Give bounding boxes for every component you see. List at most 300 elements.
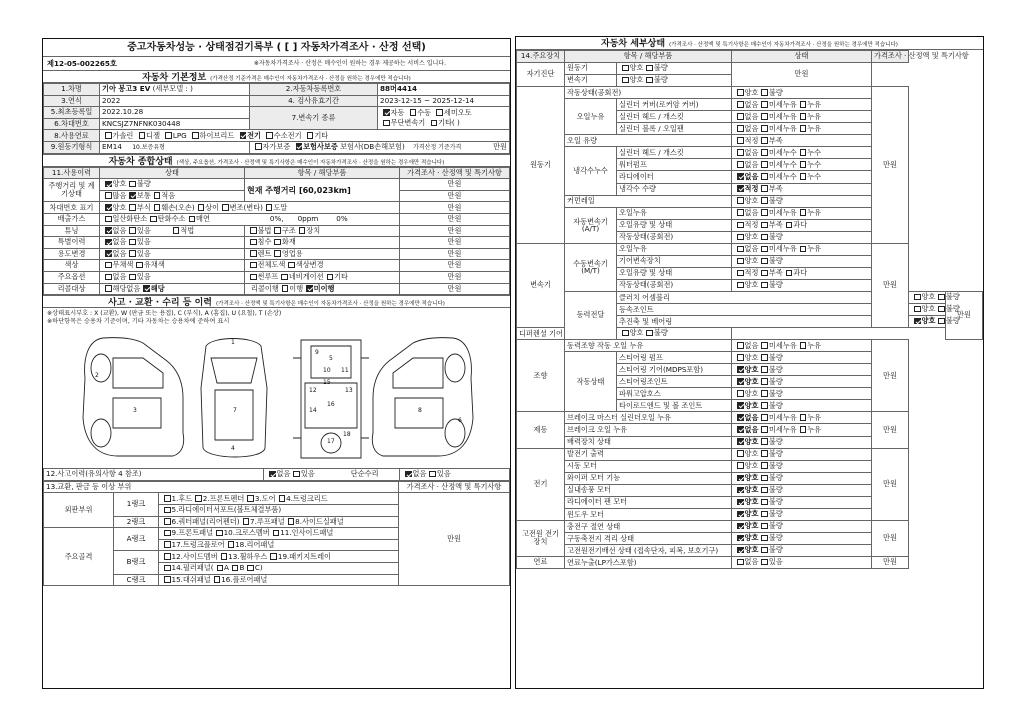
checkbox[interactable] bbox=[761, 137, 768, 144]
checkbox[interactable] bbox=[737, 258, 744, 265]
state-options bbox=[732, 496, 872, 508]
mileage-value: 현재 주행거리 [60,023km] bbox=[245, 179, 400, 202]
state-options bbox=[732, 424, 872, 436]
checkbox-checked[interactable] bbox=[737, 414, 744, 421]
detail-row bbox=[517, 207, 983, 219]
checkbox[interactable] bbox=[737, 354, 744, 361]
checkbox[interactable] bbox=[761, 499, 768, 506]
checkbox-checked[interactable] bbox=[737, 185, 744, 192]
simple-repair-label: 단순수리 bbox=[350, 469, 379, 479]
detail-row bbox=[517, 328, 983, 340]
checkbox[interactable] bbox=[250, 239, 257, 246]
option-label: 양호 bbox=[744, 400, 759, 410]
checkbox-checked[interactable] bbox=[737, 523, 744, 530]
option-label: 불량 bbox=[653, 328, 668, 338]
checkbox[interactable] bbox=[737, 101, 744, 108]
option-label: 가솔린 bbox=[112, 130, 134, 140]
rankC-label: C랭크 bbox=[114, 574, 159, 586]
price-unit: 만원 bbox=[400, 248, 510, 260]
checkbox-checked[interactable] bbox=[737, 426, 744, 433]
option-label: 불량 bbox=[768, 388, 783, 398]
state-options bbox=[732, 388, 872, 400]
checkbox[interactable] bbox=[250, 227, 257, 234]
checkbox[interactable] bbox=[247, 495, 254, 502]
checkbox[interactable] bbox=[737, 390, 744, 397]
checkbox[interactable] bbox=[737, 222, 744, 229]
state-options bbox=[732, 87, 872, 99]
checkbox[interactable] bbox=[761, 366, 768, 373]
checkbox-checked[interactable] bbox=[737, 511, 744, 518]
checkbox[interactable] bbox=[938, 306, 945, 313]
checkbox[interactable] bbox=[173, 227, 180, 234]
checkbox[interactable] bbox=[914, 306, 921, 313]
checkbox[interactable] bbox=[282, 285, 289, 292]
checkbox[interactable] bbox=[255, 143, 262, 150]
checkbox[interactable] bbox=[761, 402, 768, 409]
checkbox[interactable] bbox=[737, 149, 744, 156]
checkbox-checked[interactable] bbox=[914, 318, 921, 325]
checkbox[interactable] bbox=[247, 565, 254, 572]
checkbox-checked[interactable] bbox=[737, 402, 744, 409]
checkbox[interactable] bbox=[800, 113, 807, 120]
engine-warranty-cell bbox=[100, 141, 250, 153]
checkbox[interactable] bbox=[232, 565, 239, 572]
status-legend bbox=[43, 308, 510, 328]
checkbox[interactable] bbox=[938, 318, 945, 325]
subgroup-label: 실내송풍 모터 bbox=[565, 484, 732, 496]
checkbox[interactable] bbox=[274, 239, 281, 246]
checkbox-checked[interactable] bbox=[296, 143, 303, 150]
checkbox[interactable] bbox=[327, 274, 334, 281]
checkbox[interactable] bbox=[761, 378, 768, 385]
checkbox[interactable] bbox=[192, 132, 199, 139]
checkbox[interactable] bbox=[164, 576, 171, 583]
checkbox[interactable] bbox=[154, 192, 161, 199]
option-label: 있음 bbox=[136, 237, 151, 247]
checkbox[interactable] bbox=[737, 234, 744, 241]
checkbox[interactable] bbox=[761, 173, 768, 180]
checkbox[interactable] bbox=[914, 294, 921, 301]
checkbox-checked[interactable] bbox=[737, 438, 744, 445]
state-options bbox=[732, 207, 872, 219]
col-device: 14.주요장치 bbox=[517, 51, 565, 63]
detail-row bbox=[517, 135, 983, 147]
checkbox[interactable] bbox=[105, 285, 112, 292]
subgroup-label: 고전원전기배선 상태 (접속단자, 피복, 보호기구) bbox=[565, 544, 732, 556]
checkbox-checked[interactable] bbox=[383, 109, 390, 116]
option-label: 썬루프 bbox=[257, 272, 279, 282]
checkbox-checked[interactable] bbox=[105, 239, 112, 246]
checkbox[interactable] bbox=[410, 109, 417, 116]
checkbox[interactable] bbox=[164, 541, 171, 548]
checkbox[interactable] bbox=[761, 113, 768, 120]
checkbox[interactable] bbox=[761, 450, 768, 457]
checkbox[interactable] bbox=[429, 471, 436, 478]
option-label: 불법 bbox=[257, 225, 272, 235]
option-label: 양호 bbox=[112, 179, 127, 189]
checkbox[interactable] bbox=[217, 565, 224, 572]
option-label: 적정 bbox=[744, 183, 759, 193]
checkbox[interactable] bbox=[431, 120, 438, 127]
col-state: 상태 bbox=[100, 167, 245, 179]
checkbox[interactable] bbox=[383, 120, 390, 127]
inspection-validity-value: 2023-12-15 ~ 2025-12-14 bbox=[378, 95, 510, 107]
checkbox[interactable] bbox=[761, 559, 768, 566]
checkbox[interactable] bbox=[761, 354, 768, 361]
accident-heading: 사고 · 교환 · 수리 등 이력 (가격조사 · 산정액 및 특기사항은 매수인이 자동차가격조사 · 산정을 원하는 경우에만 적습니다) bbox=[43, 295, 510, 308]
checkbox[interactable] bbox=[274, 227, 281, 234]
checkbox[interactable] bbox=[761, 342, 768, 349]
option-label: 매연 bbox=[196, 214, 210, 224]
checkbox[interactable] bbox=[800, 173, 807, 180]
checkbox[interactable] bbox=[737, 209, 744, 216]
checkbox[interactable] bbox=[250, 250, 257, 257]
subgroup-label: 브레이크 오일 누유 bbox=[565, 424, 732, 436]
option-label: 부족 bbox=[768, 135, 783, 145]
col-price: 가격조사 · 산정액 및 특기사항 bbox=[872, 51, 909, 63]
checkbox[interactable] bbox=[761, 246, 768, 253]
checkbox[interactable] bbox=[761, 222, 768, 229]
checkbox[interactable] bbox=[800, 414, 807, 421]
checkbox[interactable] bbox=[761, 149, 768, 156]
checkbox[interactable] bbox=[243, 518, 250, 525]
simple-repair-options bbox=[400, 469, 510, 481]
checkbox[interactable] bbox=[279, 495, 286, 502]
option-label: 양호 bbox=[744, 509, 759, 519]
checkbox[interactable] bbox=[786, 222, 793, 229]
detail-row bbox=[517, 436, 983, 448]
checkbox[interactable] bbox=[105, 192, 112, 199]
option-label: 보험사보증 bbox=[303, 141, 338, 151]
exchange-label: 13.교환, 판금 등 이상 부위 bbox=[44, 481, 399, 493]
checkbox[interactable] bbox=[214, 576, 221, 583]
checkbox[interactable] bbox=[165, 132, 172, 139]
checkbox[interactable] bbox=[222, 204, 229, 211]
checkbox[interactable] bbox=[761, 547, 768, 554]
checkbox[interactable] bbox=[273, 530, 280, 537]
checkbox[interactable] bbox=[761, 125, 768, 132]
state-options bbox=[732, 376, 872, 388]
part-number: 16 bbox=[327, 401, 335, 409]
option-label: 누유 bbox=[807, 99, 822, 109]
checkbox[interactable] bbox=[129, 250, 136, 257]
option-label: 없음 bbox=[744, 99, 759, 109]
checkbox[interactable] bbox=[761, 197, 768, 204]
option-label: 11.인사이드패널 bbox=[280, 528, 334, 538]
emission-co-value: 0%, bbox=[269, 214, 284, 224]
checkbox[interactable] bbox=[293, 471, 300, 478]
checkbox[interactable] bbox=[129, 274, 136, 281]
checkbox[interactable] bbox=[164, 553, 171, 560]
checkbox[interactable] bbox=[274, 250, 281, 257]
state-options bbox=[732, 159, 872, 171]
checkbox[interactable] bbox=[737, 113, 744, 120]
checkbox[interactable] bbox=[105, 132, 112, 139]
part-label: 작동상태(공회전) bbox=[617, 231, 732, 243]
checkbox[interactable] bbox=[737, 89, 744, 96]
checkbox[interactable] bbox=[761, 438, 768, 445]
document-title: 중고자동차성능 · 상태점검기록부 ( [ ] 자동차가격조사 · 산정 선택) bbox=[43, 39, 510, 57]
detail-row bbox=[517, 424, 983, 436]
checkbox[interactable] bbox=[195, 495, 202, 502]
checkbox[interactable] bbox=[737, 197, 744, 204]
checkbox[interactable] bbox=[228, 541, 235, 548]
option-label: 미세누유 bbox=[768, 412, 797, 422]
checkbox[interactable] bbox=[250, 262, 257, 269]
checkbox[interactable] bbox=[800, 149, 807, 156]
price-unit: 만원 bbox=[400, 283, 510, 295]
accident-table bbox=[43, 468, 510, 481]
option-label: 불량 bbox=[768, 485, 783, 495]
option-label: 없음 bbox=[112, 272, 127, 282]
state-options bbox=[617, 328, 732, 340]
checkbox[interactable] bbox=[761, 89, 768, 96]
option-label: 불량 bbox=[768, 364, 783, 374]
option-label: LPG bbox=[172, 130, 187, 140]
detail-row bbox=[517, 460, 983, 472]
checkbox[interactable] bbox=[800, 161, 807, 168]
checkbox[interactable] bbox=[164, 530, 171, 537]
checkbox[interactable] bbox=[129, 181, 136, 188]
checkbox[interactable] bbox=[761, 101, 768, 108]
price-unit: 만원 bbox=[400, 237, 510, 249]
option-label: B bbox=[239, 563, 245, 573]
option-label: 영업용 bbox=[281, 248, 303, 258]
option-label: 불량 bbox=[768, 533, 783, 543]
checkbox[interactable] bbox=[646, 77, 653, 84]
checkbox[interactable] bbox=[786, 270, 793, 277]
checkbox[interactable] bbox=[139, 132, 146, 139]
checkbox[interactable] bbox=[800, 342, 807, 349]
option-label: 미세누유 bbox=[768, 244, 797, 254]
checkbox[interactable] bbox=[299, 227, 306, 234]
checkbox[interactable] bbox=[737, 559, 744, 566]
price-unit: 만원 bbox=[872, 412, 909, 448]
option-label: 양호 bbox=[629, 328, 644, 338]
state-options bbox=[732, 472, 872, 484]
checkbox[interactable] bbox=[622, 77, 629, 84]
device-group-label: 변속기 bbox=[517, 243, 565, 327]
checkbox-checked[interactable] bbox=[737, 173, 744, 180]
option-label: 누유 bbox=[807, 424, 822, 434]
detail-row bbox=[517, 99, 983, 111]
option-label: 누유 bbox=[807, 111, 822, 121]
checkbox[interactable] bbox=[761, 523, 768, 530]
option-label: 불량 bbox=[768, 376, 783, 386]
checkbox[interactable] bbox=[737, 462, 744, 469]
checkbox-checked[interactable] bbox=[737, 487, 744, 494]
checkbox[interactable] bbox=[761, 475, 768, 482]
part-number: 4 bbox=[231, 445, 235, 453]
checkbox[interactable] bbox=[150, 216, 157, 223]
vin-mark-label: 차대번호 표기 bbox=[44, 202, 100, 214]
option-label: 없음 bbox=[744, 412, 759, 422]
checkbox[interactable] bbox=[221, 553, 228, 560]
checkbox[interactable] bbox=[761, 414, 768, 421]
option-label: 디젤 bbox=[146, 130, 161, 140]
detail-row bbox=[517, 520, 983, 532]
state-options bbox=[617, 75, 732, 87]
checkbox[interactable] bbox=[737, 342, 744, 349]
subgroup-label: 오일누유 bbox=[565, 99, 617, 135]
checkbox[interactable] bbox=[129, 227, 136, 234]
checkbox[interactable] bbox=[266, 132, 273, 139]
checkbox[interactable] bbox=[737, 137, 744, 144]
checkbox-checked[interactable] bbox=[306, 285, 313, 292]
checkbox[interactable] bbox=[164, 507, 171, 514]
option-label: 3.도어 bbox=[254, 493, 276, 503]
option-label: 침수 bbox=[257, 237, 272, 247]
checkbox[interactable] bbox=[761, 185, 768, 192]
checkbox[interactable] bbox=[436, 109, 443, 116]
checkbox[interactable] bbox=[288, 518, 295, 525]
state-options bbox=[732, 484, 872, 496]
option-label: 없음 bbox=[744, 147, 759, 157]
checkbox-checked[interactable] bbox=[269, 471, 276, 478]
checkbox-checked[interactable] bbox=[105, 227, 112, 234]
checkbox[interactable] bbox=[761, 390, 768, 397]
right-pane bbox=[515, 36, 984, 689]
checkbox[interactable] bbox=[800, 246, 807, 253]
option-label: 없음 bbox=[744, 340, 759, 350]
part-number: 2 bbox=[95, 372, 99, 380]
checkbox[interactable] bbox=[737, 270, 744, 277]
checkbox[interactable] bbox=[761, 511, 768, 518]
option-label: 일산화탄소 bbox=[112, 214, 148, 224]
part-number: 17 bbox=[327, 438, 335, 446]
checkbox[interactable] bbox=[761, 426, 768, 433]
checkbox[interactable] bbox=[646, 65, 653, 72]
checkbox[interactable] bbox=[216, 530, 223, 537]
color-label: 색상 bbox=[44, 260, 100, 272]
checkbox[interactable] bbox=[189, 216, 196, 223]
checkbox-checked[interactable] bbox=[143, 285, 150, 292]
option-label: 기타 bbox=[314, 130, 329, 140]
option-label: 불량 bbox=[768, 436, 783, 446]
option-label: 기타 bbox=[334, 272, 348, 282]
checkbox-checked[interactable] bbox=[737, 535, 744, 542]
subgroup-label: 작동상태(공회전) bbox=[565, 87, 732, 99]
subgroup-label: 윈도우 모터 bbox=[565, 508, 732, 520]
checkbox-checked[interactable] bbox=[105, 204, 112, 211]
option-label: 부족 bbox=[768, 183, 783, 193]
checkbox[interactable] bbox=[164, 518, 171, 525]
option-label: 불량 bbox=[768, 280, 783, 290]
checkbox[interactable] bbox=[800, 426, 807, 433]
checkbox[interactable] bbox=[737, 161, 744, 168]
option-label: 누유 bbox=[807, 412, 822, 422]
checkbox[interactable] bbox=[622, 330, 629, 337]
checkbox[interactable] bbox=[136, 262, 143, 269]
checkbox[interactable] bbox=[800, 101, 807, 108]
checkbox[interactable] bbox=[938, 294, 945, 301]
option-label: 없음 bbox=[744, 111, 759, 121]
checkbox[interactable] bbox=[129, 239, 136, 246]
checkbox[interactable] bbox=[737, 125, 744, 132]
subgroup-label: 연료누출(LP가스포함) bbox=[565, 556, 732, 568]
checkbox[interactable] bbox=[761, 161, 768, 168]
checkbox[interactable] bbox=[761, 462, 768, 469]
checkbox[interactable] bbox=[800, 125, 807, 132]
checkbox[interactable] bbox=[737, 282, 744, 289]
checkbox[interactable] bbox=[105, 262, 112, 269]
option-label: 없음 bbox=[744, 424, 759, 434]
checkbox[interactable] bbox=[622, 65, 629, 72]
state-options bbox=[732, 364, 872, 376]
fuel-options bbox=[100, 130, 510, 142]
price-unit: 만원 bbox=[872, 340, 909, 412]
option-label: 양호 bbox=[744, 195, 759, 205]
checkbox-checked[interactable] bbox=[105, 181, 112, 188]
option-label: 불량 bbox=[768, 509, 783, 519]
checkbox[interactable] bbox=[761, 234, 768, 241]
checkbox-checked[interactable] bbox=[737, 378, 744, 385]
part-label: 스티어링 기어(MDPS포함) bbox=[617, 364, 732, 376]
option-label: 미세누수 bbox=[768, 171, 797, 181]
warranty-note: 보험사(DB손해보험) bbox=[340, 141, 405, 151]
checkbox[interactable] bbox=[761, 535, 768, 542]
option-label: 양호 bbox=[744, 533, 759, 543]
checkbox[interactable] bbox=[737, 450, 744, 457]
checkbox[interactable] bbox=[154, 204, 161, 211]
checkbox-checked[interactable] bbox=[129, 192, 136, 199]
state-options bbox=[732, 255, 872, 267]
part-label: 오일유량 및 상태 bbox=[617, 267, 732, 279]
price-unit: 만원 bbox=[400, 202, 510, 214]
option-label: 유채색 bbox=[143, 260, 165, 270]
checkbox-checked[interactable] bbox=[405, 471, 412, 478]
subgroup-label: 와이퍼 모터 기능 bbox=[565, 472, 732, 484]
checkbox[interactable] bbox=[761, 209, 768, 216]
checkbox[interactable] bbox=[164, 565, 171, 572]
checkbox[interactable] bbox=[761, 270, 768, 277]
checkbox-checked[interactable] bbox=[737, 499, 744, 506]
checkbox[interactable] bbox=[737, 246, 744, 253]
part-number: 9 bbox=[315, 349, 319, 357]
checkbox-checked[interactable] bbox=[105, 250, 112, 257]
checkbox-checked[interactable] bbox=[737, 475, 744, 482]
car-right-side-view bbox=[372, 338, 473, 456]
checkbox[interactable] bbox=[270, 553, 277, 560]
checkbox-checked[interactable] bbox=[240, 132, 247, 139]
checkbox[interactable] bbox=[761, 258, 768, 265]
checkbox[interactable] bbox=[164, 495, 171, 502]
checkbox[interactable] bbox=[761, 282, 768, 289]
checkbox[interactable] bbox=[307, 132, 314, 139]
checkbox[interactable] bbox=[198, 204, 205, 211]
subgroup-label: 충전구 절연 상태 bbox=[565, 520, 732, 532]
option-label: 9.프론트패널 bbox=[171, 528, 214, 538]
checkbox[interactable] bbox=[288, 262, 295, 269]
checkbox[interactable] bbox=[129, 204, 136, 211]
checkbox[interactable] bbox=[105, 216, 112, 223]
checkbox[interactable] bbox=[266, 204, 273, 211]
checkbox[interactable] bbox=[281, 274, 288, 281]
checkbox-checked[interactable] bbox=[737, 366, 744, 373]
car-outline-drawing bbox=[43, 328, 512, 468]
checkbox[interactable] bbox=[105, 274, 112, 281]
option-label: 전기 bbox=[247, 130, 261, 140]
checkbox-checked[interactable] bbox=[737, 547, 744, 554]
outer-panel-label: 외판부위 bbox=[44, 493, 114, 528]
checkbox[interactable] bbox=[800, 209, 807, 216]
detail-row bbox=[517, 472, 983, 484]
checkbox[interactable] bbox=[250, 274, 257, 281]
overall-heading: 자동차 종합상태 (색상, 주요옵션, 가격조사 · 산정액 및 특기사항은 매수인이 자동차가격조사 · 산정을 원하는 경우에만 적습니다) bbox=[43, 154, 510, 167]
checkbox[interactable] bbox=[646, 330, 653, 337]
checkbox[interactable] bbox=[761, 487, 768, 494]
option-label: 양호 bbox=[744, 87, 759, 97]
